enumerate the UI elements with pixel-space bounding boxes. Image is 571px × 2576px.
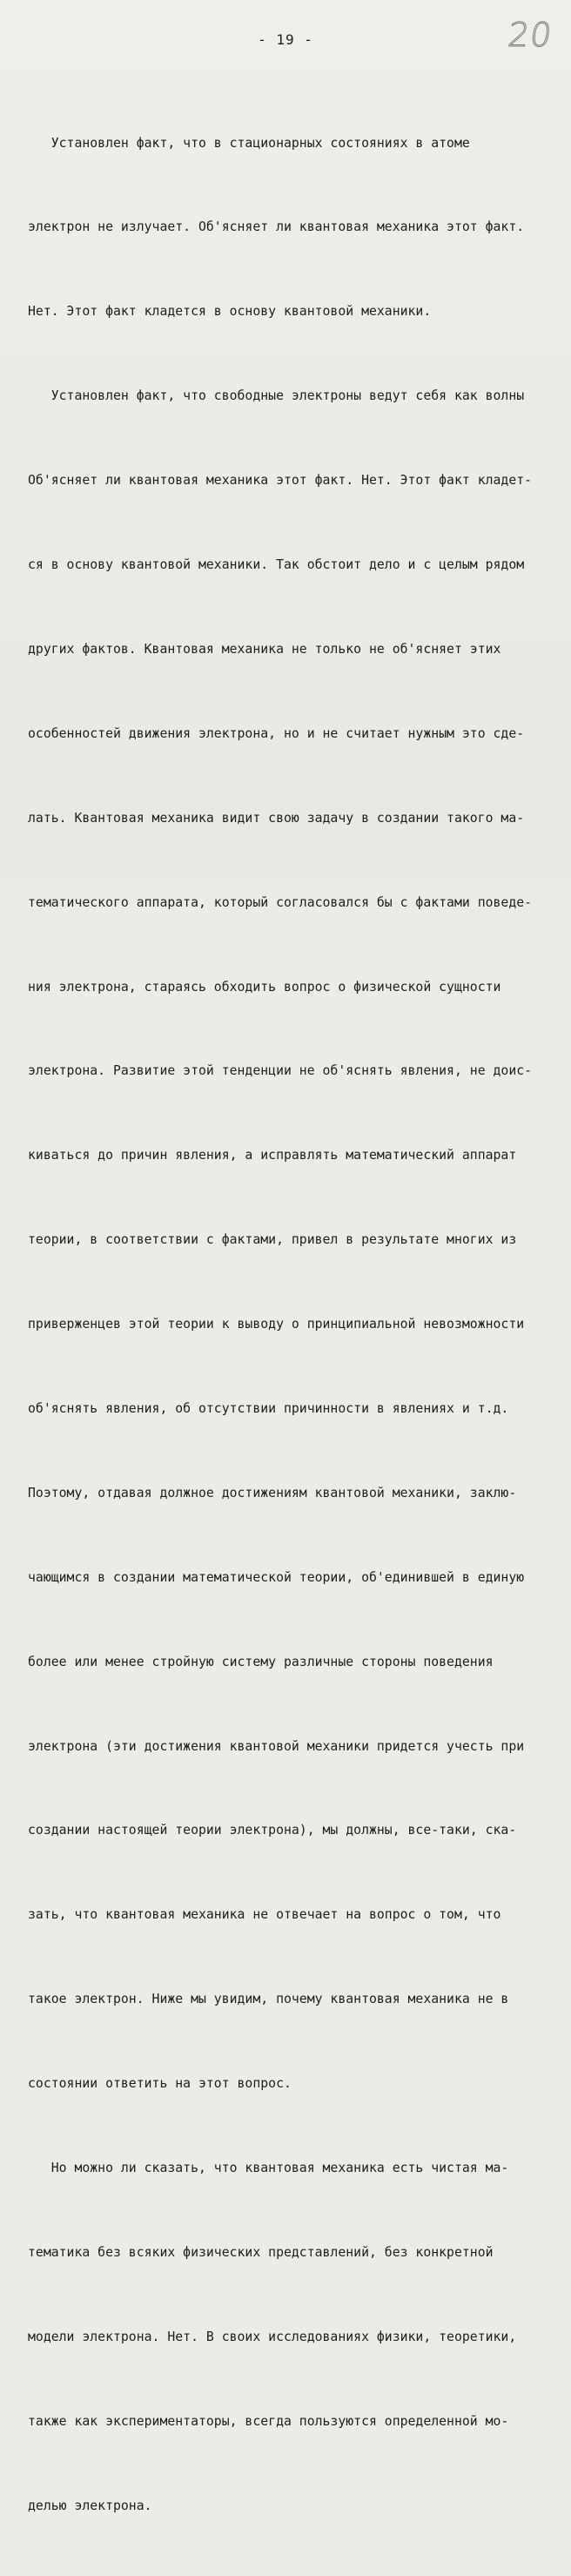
text-line: ния электрона, стараясь обходить вопрос о физической сущности	[28, 979, 501, 995]
text-line: других фактов. Квантовая механика не только не об'ясняет этих	[28, 641, 501, 657]
text-line: электрона. Развитие этой тенденции не об'яснять явления, не доис-	[28, 1063, 533, 1079]
text-line: лать. Квантовая механика видит свою задачу в создании такого ма-	[28, 810, 525, 826]
text-line: также как экспериментаторы, всегда пользуются определенной мо-	[28, 2413, 509, 2429]
text-line: ся в основу квантовой механики. Так обстоит дело и с целым рядом	[28, 557, 525, 573]
text-line: Нет. Этот факт кладется в основу квантовой механики.	[28, 304, 432, 320]
text-line: состоянии ответить на этот вопрос.	[28, 2076, 292, 2092]
text-line: электрона (эти достижения квантовой механики придется учесть при	[28, 1738, 525, 1754]
text-line: Поэтому, отдавая должное достижениям квантовой механики, заклю-	[28, 1485, 517, 1500]
text-line: Но можно ли сказать, что квантовая механика есть чистая ма-	[28, 2160, 509, 2175]
handwritten-page-number: 20	[505, 16, 555, 54]
text-line: электрон не излучает. Об'ясняет ли квантовая механика этот факт.	[28, 219, 525, 235]
text-line: зать, что квантовая механика не отвечает на вопрос о том, что	[28, 1907, 501, 1923]
page-number: - 19 -	[258, 31, 313, 48]
text-line: модели электрона. Нет. В своих исследованиях физики, теоретики,	[28, 2329, 517, 2344]
text-line: Установлен факт, что свободные электроны ведут себя как волны	[28, 388, 525, 404]
text-line: об'яснять явления, об отсутствии причинности в явлениях и т.д.	[28, 1400, 509, 1416]
text-line: Об'ясняет ли квантовая механика этот факт. Нет. Этот факт кладет-	[28, 473, 533, 489]
text-line: чающимся в создании математической теории, об'единившей в единую	[28, 1569, 525, 1585]
text-line: приверженцев этой теории к выводу о принципиальной невозможности	[28, 1317, 525, 1332]
text-line: теории, в соответствии с фактами, привел в результате многих из	[28, 1232, 517, 1248]
text-line: тематического аппарата, который согласовался бы с фактами поведе-	[28, 894, 533, 910]
text-line: создании настоящей теории электрона), мы должны, все-таки, ска-	[28, 1823, 517, 1838]
text-line: Установлен факт, что в стационарных состояниях в атоме	[28, 135, 470, 151]
text-line: такое электрон. Ниже мы увидим, почему квантовая механика не в	[28, 1992, 509, 2007]
text-line: тематика без всяких физических представлений, без конкретной	[28, 2244, 494, 2260]
text-line: делью электрона.	[28, 2498, 152, 2513]
body-text	[28, 73, 568, 2576]
text-line: особенностей движения электрона, но и не считает нужным это сде-	[28, 725, 525, 741]
text-line: более или менее стройную систему различные стороны поведения	[28, 1654, 494, 1669]
text-line: киваться до причин явления, а исправлять математический аппарат	[28, 1148, 517, 1163]
